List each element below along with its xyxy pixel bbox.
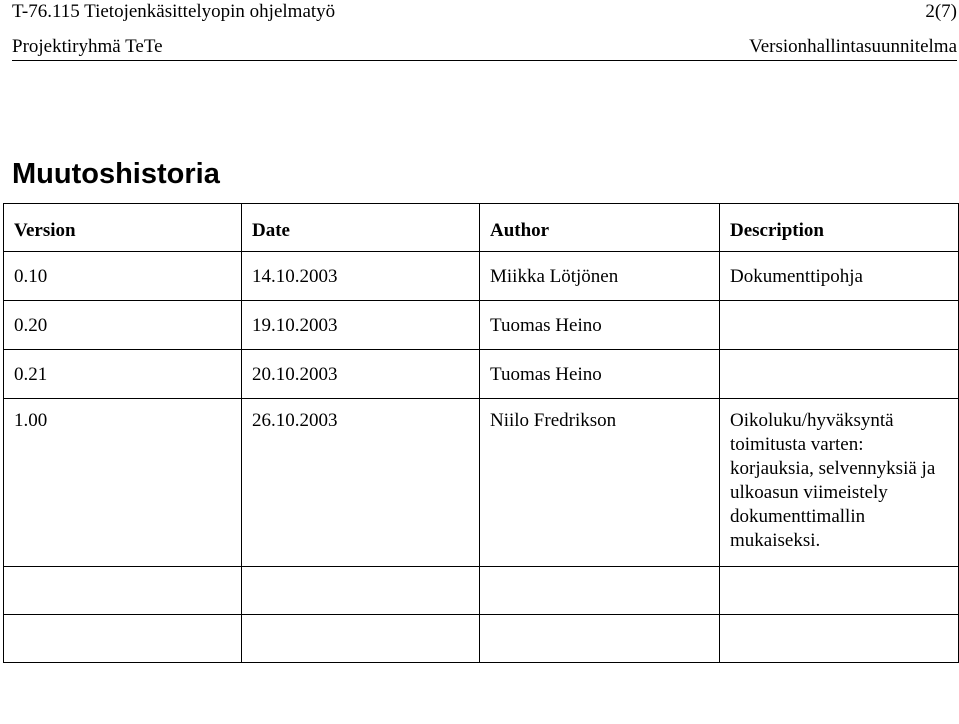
description-cell	[720, 301, 959, 350]
column-header-description: Description	[720, 204, 959, 252]
change-history-table	[3, 203, 959, 663]
author-cell	[480, 567, 720, 615]
table-row	[4, 350, 959, 399]
version-cell: 0.20	[4, 301, 242, 350]
table-row	[4, 615, 959, 663]
description-cell	[720, 615, 959, 663]
date-cell	[242, 615, 480, 663]
table-row	[4, 252, 959, 301]
author-cell: Tuomas Heino	[480, 350, 720, 399]
column-header-date: Date	[242, 204, 480, 252]
table-row	[4, 399, 959, 567]
page-header-line-2	[12, 36, 957, 58]
date-cell: 14.10.2003	[242, 252, 480, 301]
section-title: Muutoshistoria	[12, 158, 220, 190]
author-cell: Miikka Lötjönen	[480, 252, 720, 301]
date-cell: 19.10.2003	[242, 301, 480, 350]
project-group: Projektiryhmä TeTe	[12, 36, 163, 57]
header-divider	[12, 60, 957, 61]
version-cell	[4, 567, 242, 615]
description-cell	[720, 567, 959, 615]
version-cell	[4, 615, 242, 663]
author-cell	[480, 615, 720, 663]
column-header-author: Author	[480, 204, 720, 252]
date-cell: 20.10.2003	[242, 350, 480, 399]
page-header-line-1	[12, 1, 957, 23]
table-row	[4, 301, 959, 350]
author-cell: Tuomas Heino	[480, 301, 720, 350]
description-cell: Dokumenttipohja	[720, 252, 959, 301]
course-title: T-76.115 Tietojenkäsittelyopin ohjelmatyö	[12, 1, 336, 22]
version-cell: 0.21	[4, 350, 242, 399]
table-row	[4, 567, 959, 615]
description-cell	[720, 350, 959, 399]
date-cell: 26.10.2003	[242, 399, 480, 567]
description-cell: Oikoluku/hyväksyntä toimitusta varten: korjauksia, selvennyksiä ja ulkoasun viimeistely dokumenttimallin mukaiseksi.	[720, 399, 959, 567]
column-header-version: Version	[4, 204, 242, 252]
table-header-row	[4, 204, 959, 252]
document-name: Versionhallintasuunnitelma	[749, 36, 957, 57]
page-number: 2(7)	[925, 1, 957, 22]
version-cell: 0.10	[4, 252, 242, 301]
author-cell: Niilo Fredrikson	[480, 399, 720, 567]
date-cell	[242, 567, 480, 615]
version-cell: 1.00	[4, 399, 242, 567]
